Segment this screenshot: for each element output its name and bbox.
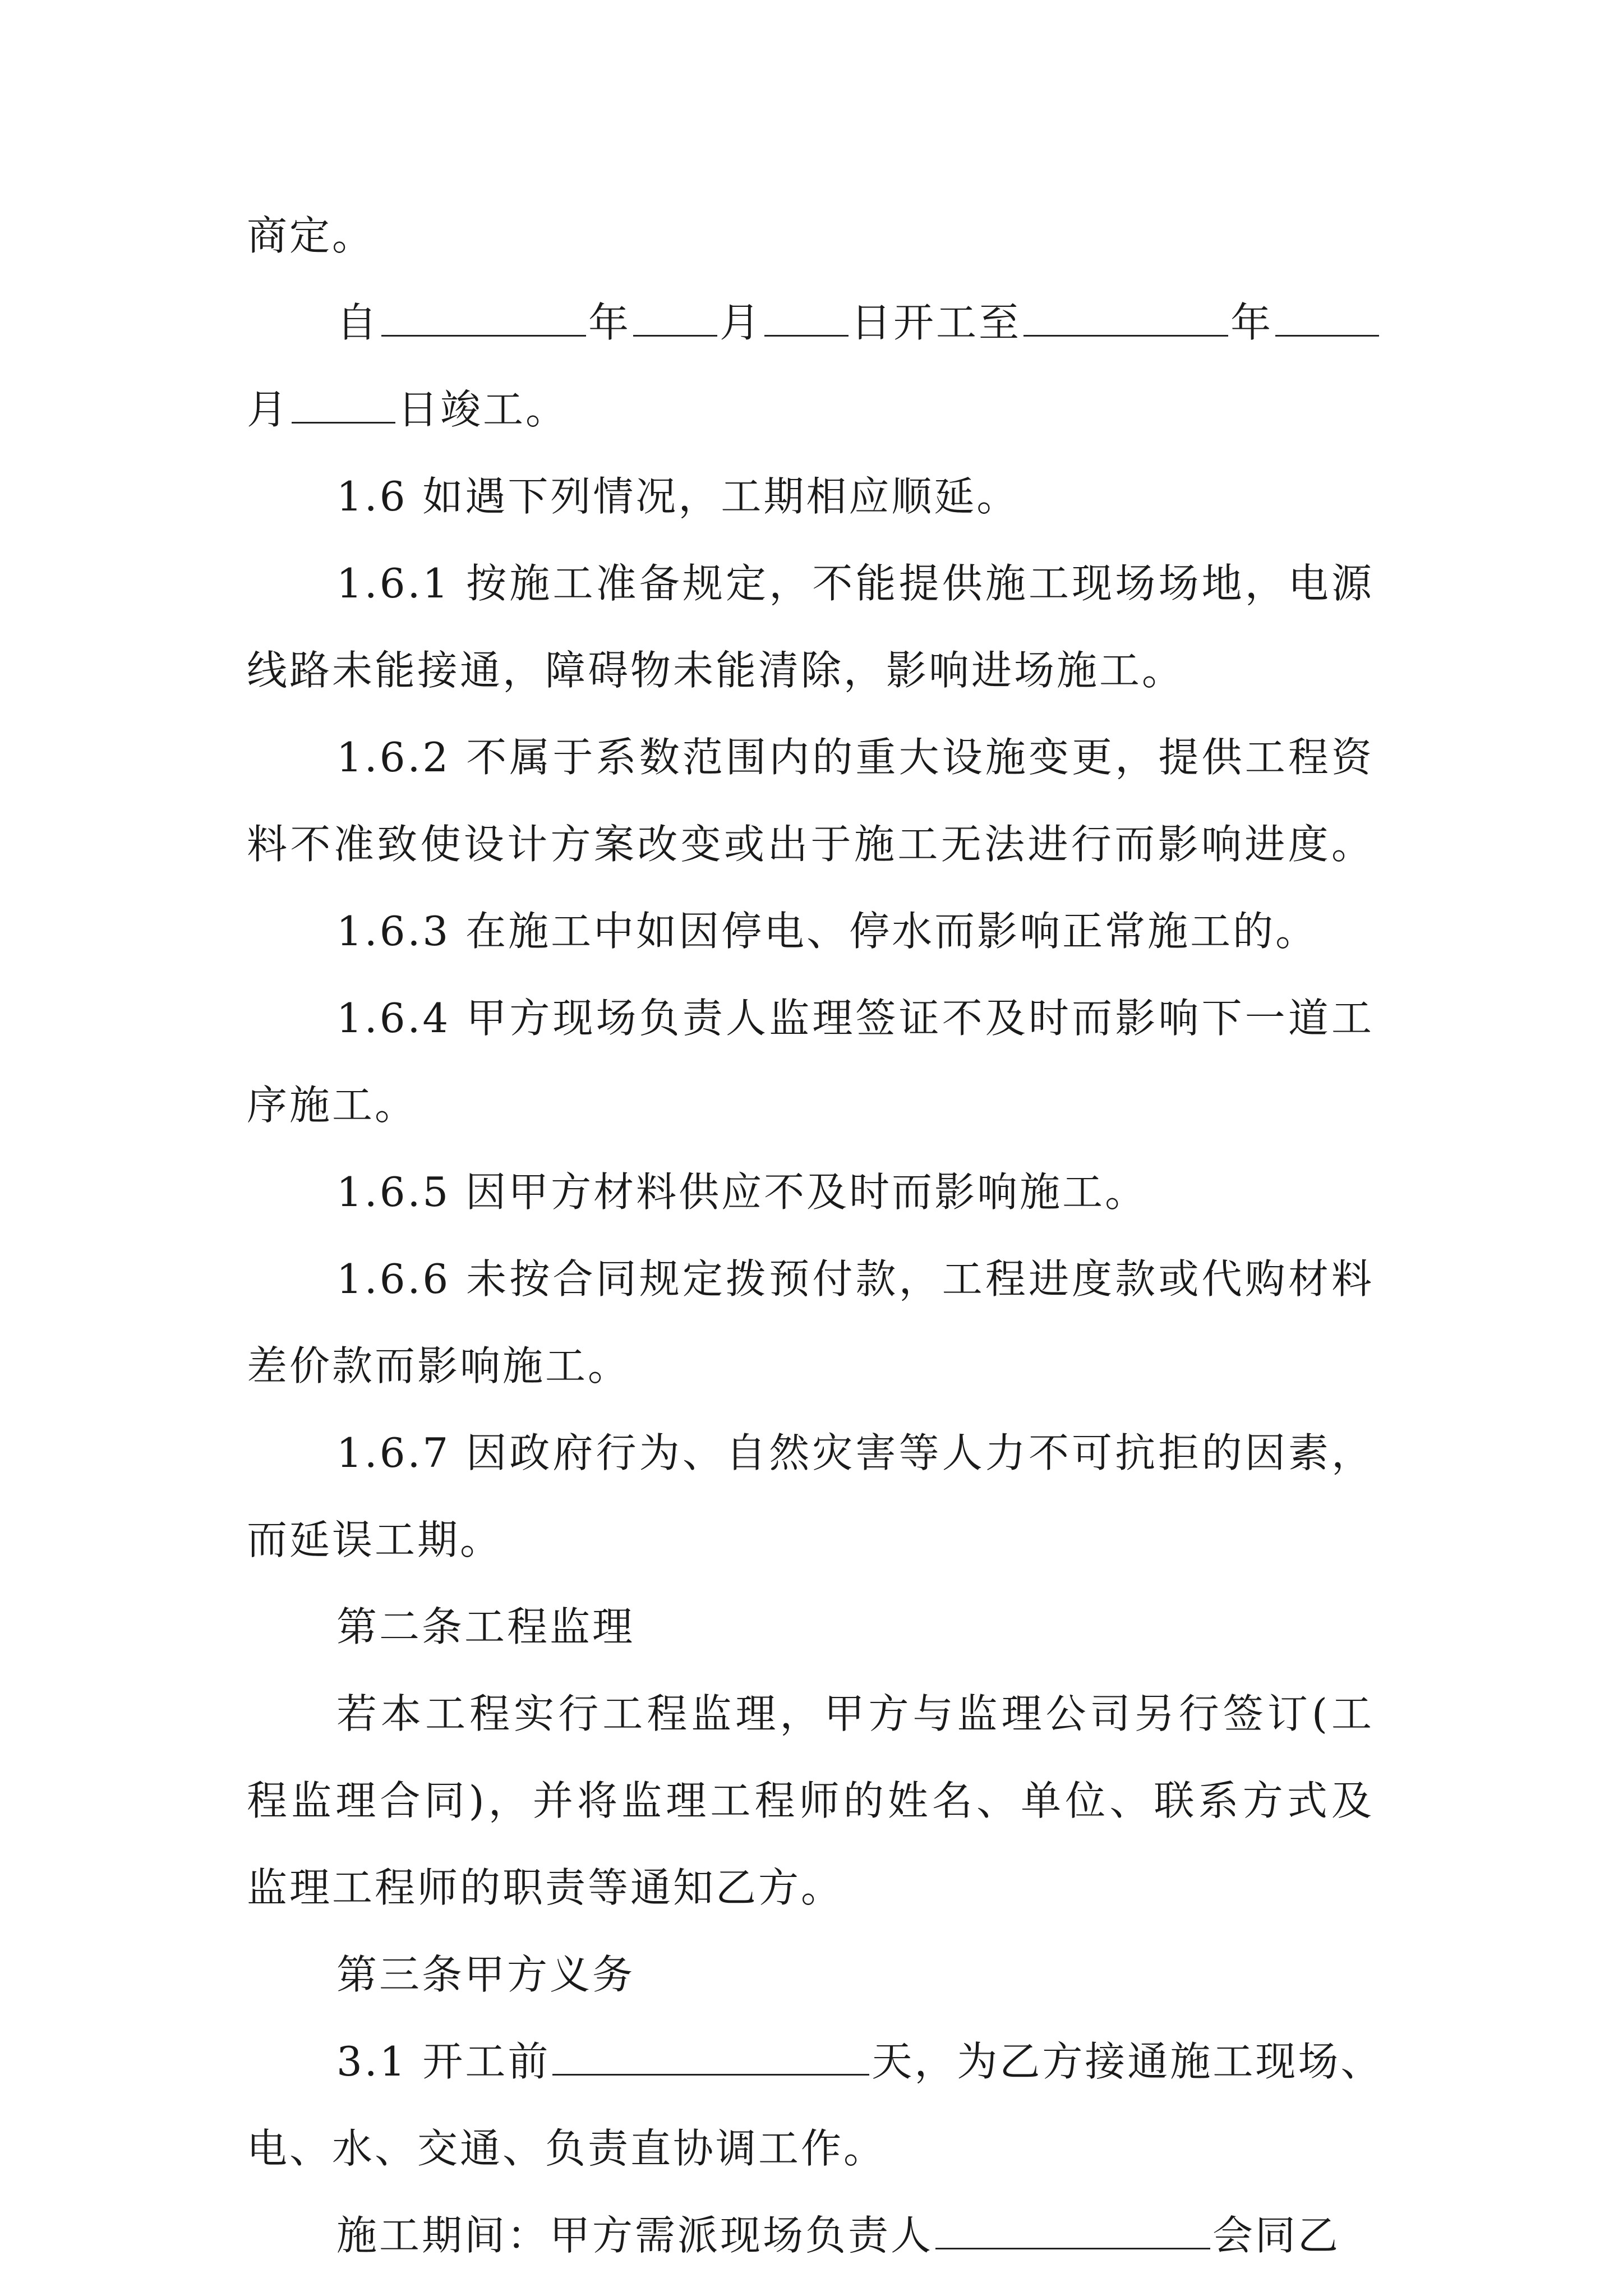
text-line: 电、水、交通、负责直协调工作。: [247, 2125, 887, 2172]
blank-field: [292, 383, 395, 424]
section-heading-3: 第三条甲方义务: [336, 1951, 635, 1998]
clause-1-6-4: 1.6.4 甲方现场负责人监理签证不及时而影响下一道工: [336, 995, 1374, 1042]
section-heading-2: 第二条工程监理: [336, 1603, 635, 1650]
clause-3-1-suffix: 天，为乙方接通施工现场、: [872, 2038, 1384, 2085]
text-line: 程监理合同)，并将监理工程师的姓名、单位、联系方式及: [247, 1777, 1374, 1824]
clause-1-6-3: 1.6.3 在施工中如因停电、停水而影响正常施工的。: [336, 908, 1318, 955]
text-line: 线路未能接通，障碍物未能清除，影响进场施工。: [247, 647, 1185, 694]
blank-field: [764, 296, 849, 337]
blank-field: [381, 296, 586, 337]
construction-period-line: [336, 2207, 1340, 2263]
clause-1-6-2: 1.6.2 不属于系数范围内的重大设施变更，提供工程资: [336, 734, 1374, 781]
text-line: 序施工。: [247, 1082, 418, 1129]
blank-field: [1023, 296, 1228, 337]
blank-field: [552, 2035, 869, 2076]
blank-field: [633, 296, 717, 337]
clause-1-6-1: 1.6.1 按施工准备规定，不能提供施工现场场地，电源: [336, 560, 1374, 607]
completion-date-line: [336, 295, 1381, 351]
text-line: 差价款而影响施工。: [247, 1342, 631, 1389]
construction-period-prefix: 施工期间：甲方需派现场负责人: [336, 2212, 934, 2259]
text-from: 自: [336, 299, 380, 346]
text-start: 日开工至: [851, 299, 1022, 346]
text-line: 料不准致使设计方案改变或出于施工无法进行而影响进度。: [247, 821, 1374, 868]
blank-field: [935, 2208, 1210, 2249]
text-line: 若本工程实行工程监理，甲方与监理公司另行签订(工: [336, 1690, 1374, 1737]
text-month: 月: [247, 386, 290, 433]
text-line: 监理工程师的职责等通知乙方。: [247, 1864, 844, 1911]
clause-3-1-prefix: 3.1 开工前: [336, 2038, 551, 2085]
text-line: 而延误工期。: [247, 1516, 503, 1563]
clause-1-6-6: 1.6.6 未按合同规定拨预付款，工程进度款或代购材料: [336, 1255, 1374, 1303]
text-month: 月: [720, 299, 763, 346]
clause-1-6-5: 1.6.5 因甲方材料供应不及时而影响施工。: [336, 1168, 1148, 1216]
text-year: 年: [1230, 299, 1274, 346]
blank-field: [1275, 296, 1379, 337]
text-completion: 日竣工。: [398, 386, 569, 433]
text-year: 年: [588, 299, 631, 346]
clause-3-1: [336, 2033, 1383, 2090]
completion-month-line: [247, 381, 568, 438]
clause-1-6: 1.6 如遇下列情况，工期相应顺延。: [336, 473, 1020, 520]
construction-period-suffix: 会同乙: [1212, 2212, 1341, 2259]
text-line: 商定。: [247, 212, 375, 259]
clause-1-6-7: 1.6.7 因政府行为、自然灾害等人力不可抗拒的因素，: [336, 1429, 1374, 1476]
